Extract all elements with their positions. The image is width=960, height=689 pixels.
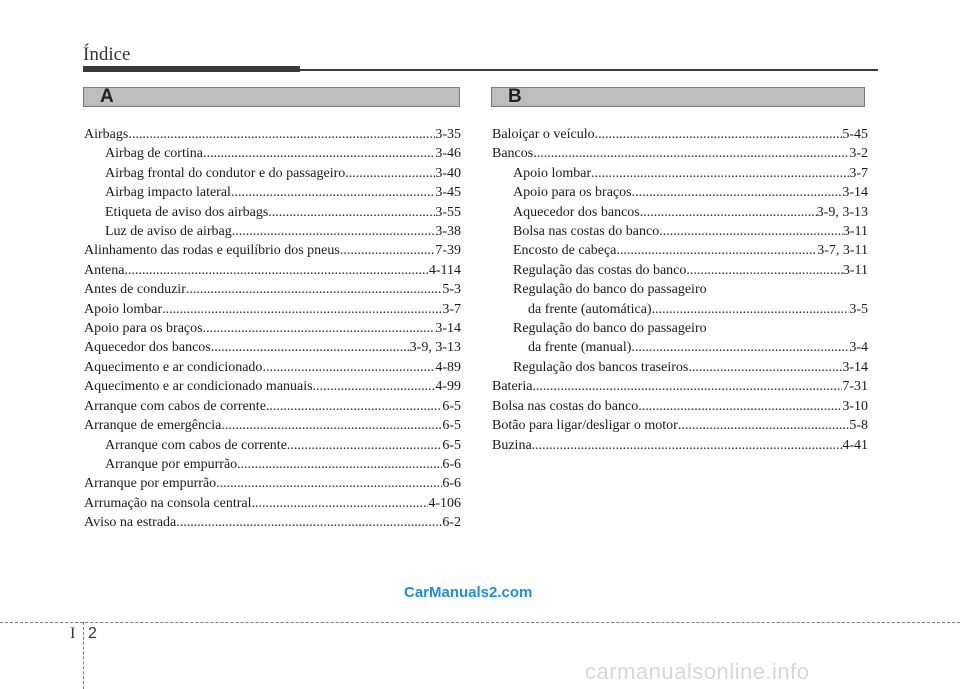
index-entry-label: Apoio lombar [84,301,163,317]
index-entry-label: Arranque com cabos de corrente [105,437,287,453]
footer-vertical-divider [83,622,84,689]
index-entry-label: Alinhamento das rodas e equilíbrio dos pneus [84,243,340,259]
index-entry-page: 6-5 [442,398,461,414]
footer-divider [0,622,960,623]
dot-leader [686,261,842,280]
index-entry-page: 3-14 [842,185,868,201]
index-entry-label: Arrumação na consola central [84,495,252,511]
index-entry-label: da frente (manual) [528,340,632,356]
dot-leader [221,416,442,435]
dot-leader [640,203,817,222]
index-entry-label: Regulação do banco do passageiro [513,321,707,337]
index-column-a [84,125,461,533]
index-entry-page: 5-45 [842,127,868,142]
dot-leader [203,319,436,338]
section-letter-a: A [100,86,114,107]
index-entry-page: 6-6 [442,476,461,492]
section-letter-b: B [508,86,522,107]
footer-chapter: I [70,625,76,642]
index-entry [84,436,461,455]
index-entry [84,261,461,280]
index-entry [84,513,461,532]
index-entry-label: Arranque por empurrão [105,456,238,472]
dot-leader [631,338,849,357]
index-entry-label: Botão para ligar/desligar o motor [492,418,678,434]
index-entry-page: 6-5 [442,418,461,434]
index-entry-page: 7-39 [435,243,461,259]
index-entry [492,144,868,163]
dot-leader [231,183,435,202]
index-entry-page: 3-9, 3-13 [409,340,461,356]
dot-leader [532,377,842,396]
index-entry-page: 5-8 [849,418,868,434]
index-entry-page: 3-11 [842,262,868,278]
dot-leader [533,144,849,163]
index-entry-page: 3-40 [435,165,461,181]
index-entry [84,183,461,202]
index-entry-page: 3-11 [842,224,868,240]
index-entry-label: Bancos [492,146,534,162]
index-entry-label: Regulação dos bancos traseiros [513,359,689,375]
dot-leader [128,125,435,144]
index-entry-label: Apoio para os braços [84,321,203,337]
index-entry-label: Etiqueta de aviso dos airbags [105,204,269,220]
dot-leader [203,144,435,163]
index-entry-label: Arranque por empurrão [84,476,217,492]
dot-leader [124,261,428,280]
index-entry-page: 3-38 [435,224,461,240]
index-entry-label: Luz de aviso de airbag [105,224,232,240]
index-entry [492,377,868,396]
index-entry-label: Airbag frontal do condutor e do passageiro [105,165,346,181]
index-entry-label: Aquecimento e ar condicionado manuais [84,379,313,395]
index-entry-page: 3-10 [842,398,868,414]
title-rule-thin [300,69,878,71]
index-entry [492,261,868,280]
dot-leader [266,397,442,416]
watermark-link[interactable]: CarManuals2.com [404,584,533,601]
index-entry-page: 3-5 [849,301,868,317]
dot-leader [632,183,843,202]
index-entry [84,416,461,435]
dot-leader [652,300,850,319]
index-entry-page: 4-106 [428,495,461,511]
index-entry-page: 3-55 [435,204,461,220]
section-header-a [83,87,460,107]
index-entry-label: Antes de conduzir [84,282,186,298]
title-rule-thick [83,66,300,72]
index-entry [492,203,868,222]
index-entry [492,436,868,455]
index-entry-label: Aquecedor dos bancos [513,204,640,220]
index-entry-page: 7-31 [842,379,868,395]
dot-leader [186,280,442,299]
index-entry [84,494,461,513]
index-entry-label: Aquecimento e ar condicionado [84,359,263,375]
index-entry-label: Aquecedor dos bancos [84,340,211,356]
index-entry-page: 3-7 [442,301,461,317]
index-entry-page: 4-99 [435,379,461,395]
dot-leader [268,203,435,222]
dot-leader [313,377,436,396]
index-entry [84,241,461,260]
dot-leader [345,164,435,183]
dot-leader [287,436,442,455]
dot-leader [340,241,435,260]
index-entry-label: Regulação do banco do passageiro [513,282,707,298]
index-entry-label: Bateria [492,379,533,395]
dot-leader [532,436,843,455]
index-entry-label: Aviso na estrada [84,515,177,531]
index-entry-label: Airbag impacto lateral [105,185,231,201]
footer-page-number: 2 [88,625,97,642]
index-entry [492,358,868,377]
dot-leader [638,397,842,416]
index-entry-page: 4-41 [842,437,868,453]
index-entry [84,300,461,319]
index-entry [84,203,461,222]
index-entry-page: 6-6 [442,456,461,472]
index-entry [84,144,461,163]
index-entry [84,280,461,299]
index-entry-label: Antena [84,262,125,278]
index-entry [492,164,868,183]
dot-leader [176,513,442,532]
dot-leader [595,125,843,144]
index-entry [492,183,868,202]
index-entry-page: 6-2 [442,515,461,531]
index-entry-label: Airbags [84,127,129,142]
index-entry [84,397,461,416]
index-entry [84,222,461,241]
dot-leader [237,455,442,474]
index-entry-page: 3-4 [849,340,868,356]
dot-leader [162,300,442,319]
section-header-b [491,87,865,107]
index-entry-page: 3-14 [842,359,868,375]
index-entry [492,222,868,241]
index-entry [84,125,461,144]
index-entry-page: 4-114 [428,262,461,278]
index-entry [84,474,461,493]
dot-leader [232,222,436,241]
index-entry-label: Apoio lombar [513,165,592,181]
index-entry-label: Baloiçar o veículo [492,127,595,142]
index-entry-page: 3-46 [435,146,461,162]
index-column-b [492,125,868,455]
index-entry-label: Apoio para os braços [513,185,632,201]
dot-leader [616,241,817,260]
index-entry-label: Buzina [492,437,532,453]
index-entry-page: 5-3 [442,282,461,298]
index-entry-label: Arranque com cabos de corrente [84,398,266,414]
watermark-text: carmanualsonline.info [585,659,810,684]
dot-leader [591,164,849,183]
index-entry [492,300,868,319]
index-entry-page: 3-9, 3-13 [816,204,868,220]
dot-leader [216,474,442,493]
index-entry [492,125,868,144]
index-entry [492,397,868,416]
index-entry-page: 3-7, 3-11 [817,243,868,259]
dot-leader [252,494,429,513]
index-entry-label: da frente (automática) [528,301,652,317]
index-entry [84,319,461,338]
index-entry-page: 3-35 [435,127,461,142]
dot-leader [688,358,842,377]
index-entry [84,164,461,183]
index-entry [84,377,461,396]
index-entry-label: Bolsa nas costas do banco [513,224,660,240]
dot-leader [659,222,843,241]
index-entry [492,416,868,435]
dot-leader [262,358,435,377]
index-entry-page: 6-5 [442,437,461,453]
page-title: Índice [83,44,131,65]
index-entry [84,338,461,357]
index-entry-page: 4-89 [435,359,461,375]
index-entry-label: Bolsa nas costas do banco [492,398,639,414]
index-entry-page: 3-14 [435,321,461,337]
index-entry-page: 3-45 [435,185,461,201]
index-entry [84,455,461,474]
index-entry-label: Airbag de cortina [105,146,203,162]
index-entry-page: 3-7 [849,165,868,181]
index-entry-label: Encosto de cabeça [513,243,617,259]
dot-leader [211,338,410,357]
index-entry-label: Arranque de emergência [84,418,222,434]
index-entry [492,241,868,260]
index-entry [492,338,868,357]
index-entry [84,358,461,377]
index-entry-label: Regulação das costas do banco [513,262,687,278]
index-entry-page: 3-2 [849,146,868,162]
dot-leader [678,416,849,435]
